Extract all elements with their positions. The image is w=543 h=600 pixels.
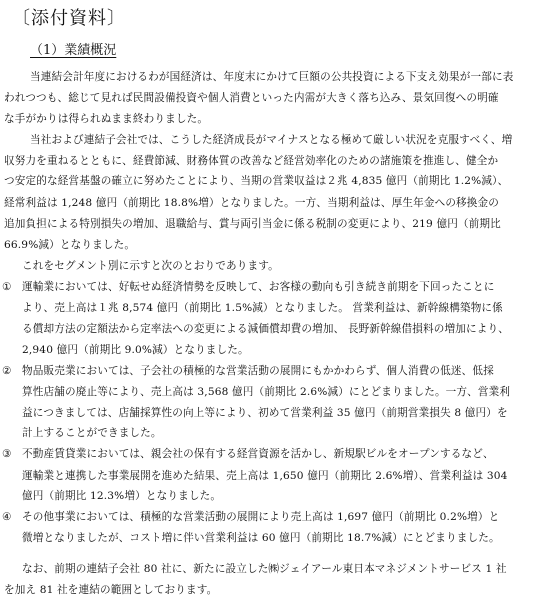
- item-line: 物品販売業においては、子会社の積極的な営業活動の展開にもかかわらず、個人消費の低迷、低採: [22, 365, 494, 378]
- paragraph-line: 経常利益は 1,248 億円（前期比 18.8%増）となりました。一方、当期利益は、厚生年金への移換金の: [4, 196, 500, 209]
- closing-line: を加え 81 社を連結の範囲としております。: [4, 584, 218, 596]
- document-heading: 〔添付資料〕: [12, 8, 126, 29]
- item-line: 億円（前期比 12.3%増）となりました。: [22, 489, 222, 502]
- item-line: 算性店舗の廃止等により、売上高は 3,568 億円（前期比 2.6%減）にとどまりました。一方、営業利: [22, 385, 511, 398]
- paragraph-line: 当連結会計年度におけるわが国経済は、年度末にかけて巨額の公共投資による下支え効果が一部に表: [30, 71, 514, 83]
- item-line: 運輸業においては、好転せぬ経済情勢を反映して、お客様の動向も引き続き前期を下回ったことに: [22, 281, 495, 294]
- paragraph-line: これをセグメント別に示すと次のとおりであります。: [22, 260, 279, 273]
- item-marker: ①: [2, 281, 12, 294]
- item-line: 不動産賃貸業においては、親会社の保有する経営資源を活かし、新規駅ビルをオープンするなど、: [22, 448, 494, 461]
- item-line: 微増となりましたが、コスト増に伴い営業利益は 60 億円（前期比 18.7%減）にとどまりました。: [22, 532, 500, 545]
- item-line: 益につきましては、店舗採算性の向上等により、初めて営業利益 35 億円（前期営業損失 8 億円）を: [22, 406, 508, 419]
- item-line: より、売上高は１兆 8,574 億円（前期比 1.5%減）となりました。 営業利益は、新幹線構築物に係: [22, 301, 503, 314]
- item-line: 2,940 億円（前期比 9.0%減）となりました。: [22, 344, 249, 356]
- paragraph-line: な手がかりは得られぬまま終わりました。: [4, 112, 209, 125]
- paragraph-line: つ安定的な経営基盤の確立に努めたことにより、当期の営業収益は２兆 4,835 億円（前期比 1.2%減）、: [4, 175, 509, 188]
- item-marker: ②: [2, 365, 12, 378]
- paragraph-line: 当社および連結子会社では、こうした経済成長がマイナスとなる極めて厳しい状況を克服すべく、増: [30, 133, 513, 146]
- closing-line: なお、前期の連結子会社 80 社に、新たに設立した㈱ジェイアール東日本マネジメントサービス 1 社: [22, 562, 507, 575]
- paragraph-line: 収努力を重ねるとともに、経費節減、財務体質の改善など経営効率化のための諸施策を推進し、健全か: [4, 154, 499, 167]
- item-line: その他事業においては、積極的な営業活動の展開により売上高は 1,697 億円（前期比 0.2%増）と: [22, 511, 500, 524]
- item-line: る償却方法の定額法から定率法への変更による減価償却費の増加、 長野新幹線借損料の増加により、: [22, 322, 509, 335]
- item-marker: ③: [2, 448, 12, 461]
- section-subheading: （1）業績概況: [30, 43, 117, 58]
- item-line: 計上することができました。: [22, 427, 162, 440]
- item-marker: ④: [2, 511, 12, 524]
- paragraph-line: われつつも、総じて見れば民間設備投資や個人消費といった内需が大きく落ち込み、景気回復への明確: [4, 92, 499, 105]
- item-line: 運輸業と連携した事業展開を進めた結果、売上高は 1,650 億円（前期比 2.6%増）、営業利益は 304: [22, 469, 508, 482]
- paragraph-line: 追加負担による特別損失の増加、退職給与、賞与両引当金に係る税制の変更により、219 億円（前期比: [4, 217, 501, 230]
- paragraph-line: 66.9%減）となりました。: [4, 238, 136, 251]
